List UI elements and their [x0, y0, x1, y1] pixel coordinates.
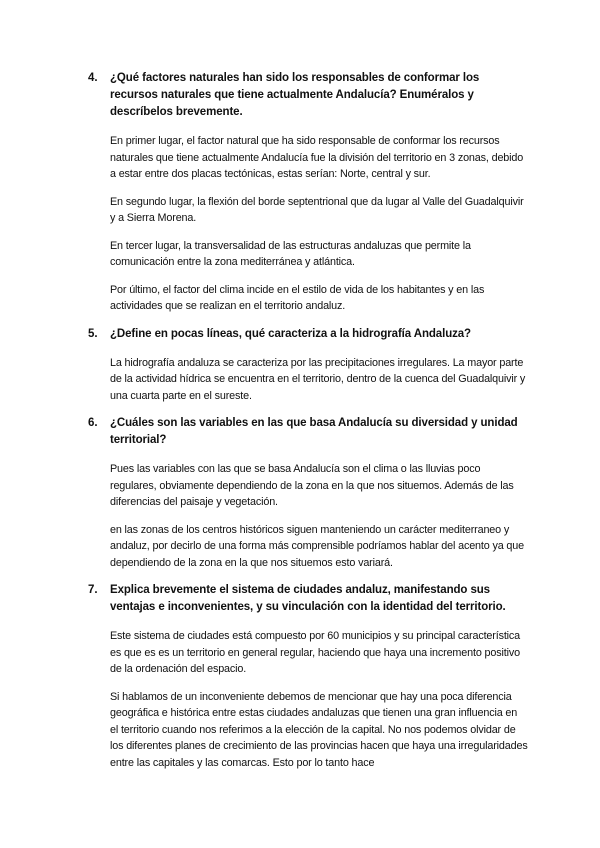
answer-paragraph: En segundo lugar, la flexión del borde septentrional que da lugar al Valle del Guadalquivir y a Sierra Morena.	[110, 195, 524, 224]
question-title: ¿Qué factores naturales han sido los responsables de conformar los recursos naturales que tiene actualmente Andalucía? Enuméralos y descríbelos brevemente.	[110, 72, 480, 118]
question-6	[88, 415, 528, 449]
document-content	[88, 70, 528, 782]
question-number: 6.	[88, 417, 98, 429]
answer-paragraph: Pues las variables con las que se basa Andalucía son el clima o las lluvias poco regulares, obviamente dependiendo de la zona en la que nos situemos. Además de las diferencias del paisaje y vegetación.	[110, 463, 514, 508]
question-5	[88, 326, 528, 343]
question-title: ¿Cuáles son las variables en las que basa Andalucía su diversidad y unidad territorial?	[110, 417, 518, 446]
answer-paragraph: Si hablamos de un inconveniente debemos de mencionar que hay una poca diferencia geográfica e histórica entre estas ciudades andaluzas que tienen una gran influencia en el territorio cuando nos referimos a la elección de la capital. No nos podemos olvidar de los diferentes planes de crecimiento de las provincias hacen que haya una irregularidades entre las capitales y las comarcas. Esto por lo tanto hace	[110, 690, 528, 769]
answer-paragraph: En tercer lugar, la transversalidad de las estructuras andaluzas que permite la comunicación entre la zona mediterránea y atlántica.	[110, 239, 471, 268]
question-7	[88, 582, 528, 616]
question-title: Explica brevemente el sistema de ciudades andaluz, manifestando sus ventajas e inconvenientes, y su vinculación con la identidad del territorio.	[110, 584, 506, 613]
answer-paragraph: La hidrografía andaluza se caracteriza por las precipitaciones irregulares. La mayor parte de la actividad hídrica se encuentra en el territorio, dentro de la cuenca del Guadalquivir y una cuarta parte en el sureste.	[110, 356, 526, 402]
answer-paragraph: Por último, el factor del clima incide en el estilo de vida de los habitantes y en las actividades que se realizan en el territorio andaluz.	[110, 283, 485, 312]
question-number: 5.	[88, 327, 98, 340]
question-number: 4.	[88, 72, 98, 84]
question-number: 7.	[88, 584, 98, 596]
question-4	[88, 70, 528, 121]
answer-paragraph: en las zonas de los centros históricos siguen manteniendo un carácter mediterraneo y andaluz, por decirlo de una forma más comprensible podríamos hablar del acento ya que dependiendo de la zona en la que nos situemos esto variará.	[110, 523, 524, 569]
answer-paragraph: Este sistema de ciudades está compuesto por 60 municipios y su principal característica es que es es un territorio en general regular, haciendo que haya una incremento positivo de la ordenación del espacio.	[110, 630, 521, 675]
answer-paragraph: En primer lugar, el factor natural que ha sido responsable de conformar los recursos naturales que tiene actualmente Andalucía fue la división del territorio en 3 zonas, debido a estar entre dos placas tectónicas, estas serían: Norte, central y sur.	[110, 135, 524, 180]
question-title: ¿Define en pocas líneas, qué caracteriza a la hidrografía Andaluza?	[110, 327, 471, 340]
